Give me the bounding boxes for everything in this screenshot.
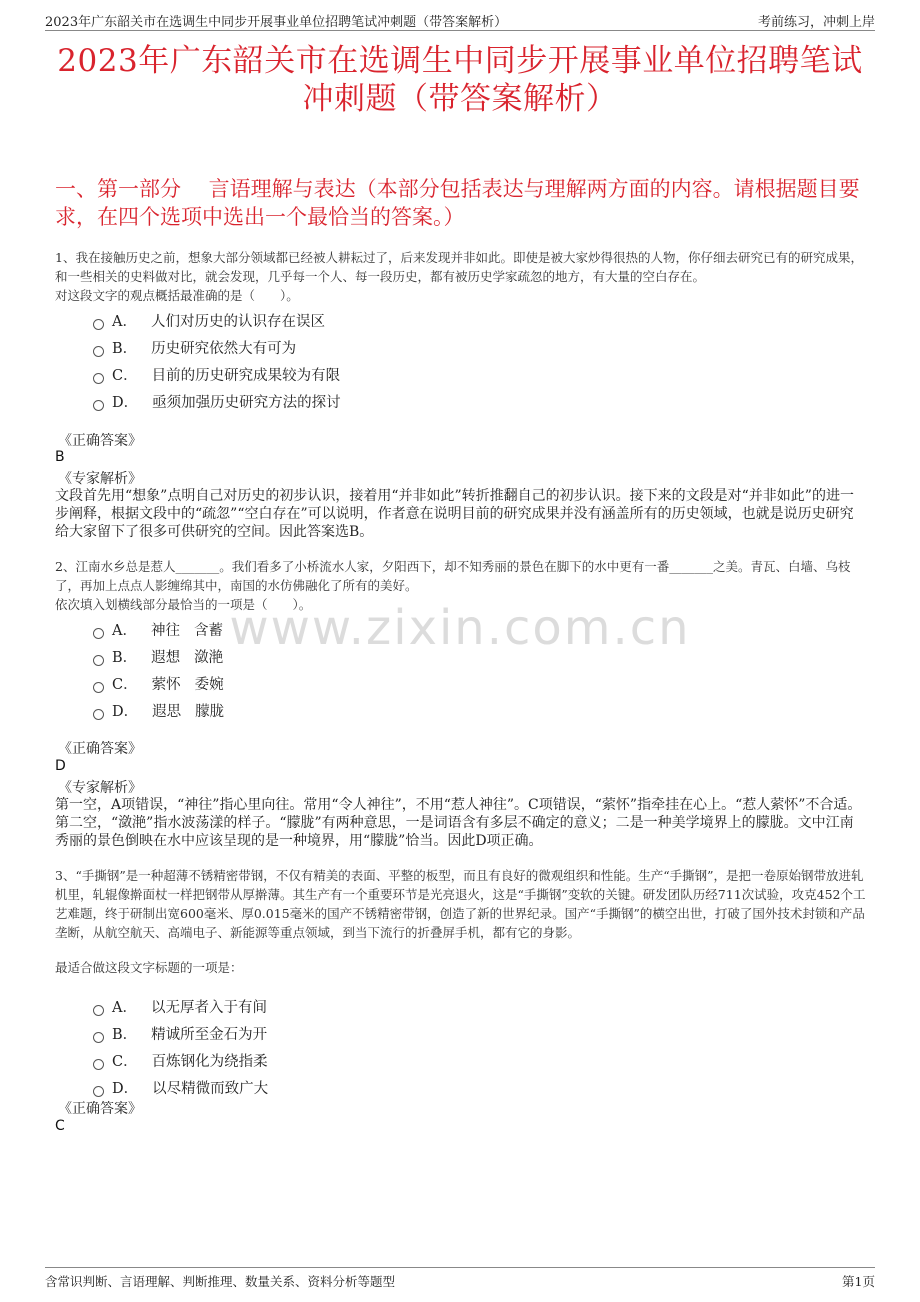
radio-icon[interactable] <box>93 682 104 693</box>
page-footer <box>45 1267 875 1288</box>
option-a[interactable]: A． 神往 含蓄 <box>55 618 870 645</box>
question-stem: 1、我在接触历史之前，想象大部分领域都已经被人耕耘过了，后来发现并非如此。即使是被大家炒得很热的人物，你仔细去研究已有的研究成果，和一些相关的史料做对比，就会发现，几乎每一个人、每一段历史，都有被历史学家疏忽的地方，有大量的空白存在。 <box>55 250 863 284</box>
answer-value: C <box>55 1118 65 1134</box>
document-title: 2023年广东韶关市在选调生中同步开展事业单位招聘笔试冲刺题（带答案解析） <box>57 43 863 117</box>
answer-label: 《正确答案》 <box>58 1101 142 1117</box>
radio-icon[interactable] <box>93 319 104 330</box>
page-header <box>45 8 875 31</box>
question-3 <box>55 866 870 1103</box>
analysis-label: 《专家解析》 <box>58 471 142 487</box>
option-d[interactable]: D． 亟须加强历史研究方法的探讨 <box>55 390 870 417</box>
radio-icon[interactable] <box>93 1059 104 1070</box>
radio-icon[interactable] <box>93 1032 104 1043</box>
option-b[interactable]: B． 遐想 潋滟 <box>55 645 870 672</box>
question-1 <box>55 248 870 417</box>
analysis-text: 第一空，A项错误，“神往”指心里向往。常用“令人神往”，不用“惹人神往”。C项错误，“萦怀”指牵挂在心上。“惹人萦怀”不合适。第二空，“潋滟”指水波荡漾的样子。“朦胧”有两种意思，一是词语含有多层不确定的意义；二是一种美学境界上的朦胧。文中江南秀丽的景色倒映在水中应该呈现的是一种境界，用“朦胧”恰当。因此D项正确。 <box>55 797 862 849</box>
option-a[interactable]: A． 以无厚者入于有间 <box>55 995 870 1022</box>
option-a[interactable]: A． 人们对历史的认识存在误区 <box>55 309 870 336</box>
option-b[interactable]: B． 历史研究依然大有可为 <box>55 336 870 363</box>
option-d[interactable]: D． 以尽精微而致广大 <box>55 1076 870 1103</box>
header-slogan: 考前练习，冲刺上岸 <box>757 15 875 30</box>
page-number: 第1页 <box>842 1274 875 1289</box>
option-list <box>55 618 870 726</box>
watermark: www.zixin.com.cn <box>229 600 691 656</box>
header-doc-title: 2023年广东韶关市在选调生中同步开展事业单位招聘笔试冲刺题（带答案解析） <box>45 15 508 30</box>
option-c[interactable]: C． 百炼钢化为绕指柔 <box>55 1049 870 1076</box>
radio-icon[interactable] <box>93 628 104 639</box>
analysis-text: 文段首先用“想象”点明自己对历史的初步认识，接着用“并非如此”转折推翻自己的初步认识。接下来的文段是对“并非如此”的进一步阐释，根据文段中的“疏忽”“空白存在”可以说明，作者意在说明目前的研究成果并没有涵盖所有的历史领域，也就是说历史研究给大家留下了很多可供研究的空间。因此答案选B。 <box>55 488 854 540</box>
question-stem: 3、“手撕钢”是一种超薄不锈精密带钢，不仅有精美的表面、平整的板型，而且有良好的微观组织和性能。生产“手撕钢”，是把一卷原始钢带放进轧机里，轧辊像擀面杖一样把钢带从厚擀薄。其生产有一个重要环节是光亮退火，这是“手撕钢”变软的关键。研发团队历经711次试验，攻克452个工艺难题，终于研制出宽600毫米、厚0.015毫米的国产不锈精密带钢，创造了新的世界纪录。国产“手撕钢”的横空出世，打破了国外技术封锁和产品垄断，从航空航天、高端电子、新能源等重点领域，到当下流行的折叠屏手机，都有它的身影。 <box>55 868 866 940</box>
answer-label: 《正确答案》 <box>58 741 142 757</box>
radio-icon[interactable] <box>93 1086 104 1097</box>
radio-icon[interactable] <box>93 346 104 357</box>
answer-label: 《正确答案》 <box>58 433 142 449</box>
question-prompt: 最适合做这段文字标题的一项是： <box>55 960 243 975</box>
option-list <box>55 995 870 1103</box>
analysis-label: 《专家解析》 <box>58 780 142 796</box>
question-prompt: 对这段文字的观点概括最准确的是（ ）。 <box>55 288 299 303</box>
radio-icon[interactable] <box>93 373 104 384</box>
radio-icon[interactable] <box>93 1005 104 1016</box>
answer-value: B <box>55 449 65 465</box>
radio-icon[interactable] <box>93 400 104 411</box>
radio-icon[interactable] <box>93 655 104 666</box>
answer-value: D <box>55 758 66 774</box>
option-c[interactable]: C． 目前的历史研究成果较为有限 <box>55 363 870 390</box>
question-2 <box>55 557 870 726</box>
section-heading: 一、第一部分 言语理解与表达（本部分包括表达与理解两方面的内容。请根据题目要求，在四个选项中选出一个最恰当的答案。） <box>55 177 860 229</box>
option-d[interactable]: D． 遐思 朦胧 <box>55 699 870 726</box>
option-list <box>55 309 870 417</box>
option-b[interactable]: B． 精诚所至金石为开 <box>55 1022 870 1049</box>
radio-icon[interactable] <box>93 709 104 720</box>
question-stem: 2、江南水乡总是惹人_______。我们看多了小桥流水人家，夕阳西下，却不知秀丽的景色在脚下的水中更有一番_______之美。青瓦、白墙、乌枝了，再加上点点人影缠绵其中，南国的水仿佛融化了所有的美好。 <box>55 559 851 593</box>
option-c[interactable]: C． 萦怀 委婉 <box>55 672 870 699</box>
question-prompt: 依次填入划横线部分最恰当的一项是（ ）。 <box>55 597 312 612</box>
footer-note: 含常识判断、言语理解、判断推理、数量关系、资料分析等题型 <box>45 1274 396 1289</box>
